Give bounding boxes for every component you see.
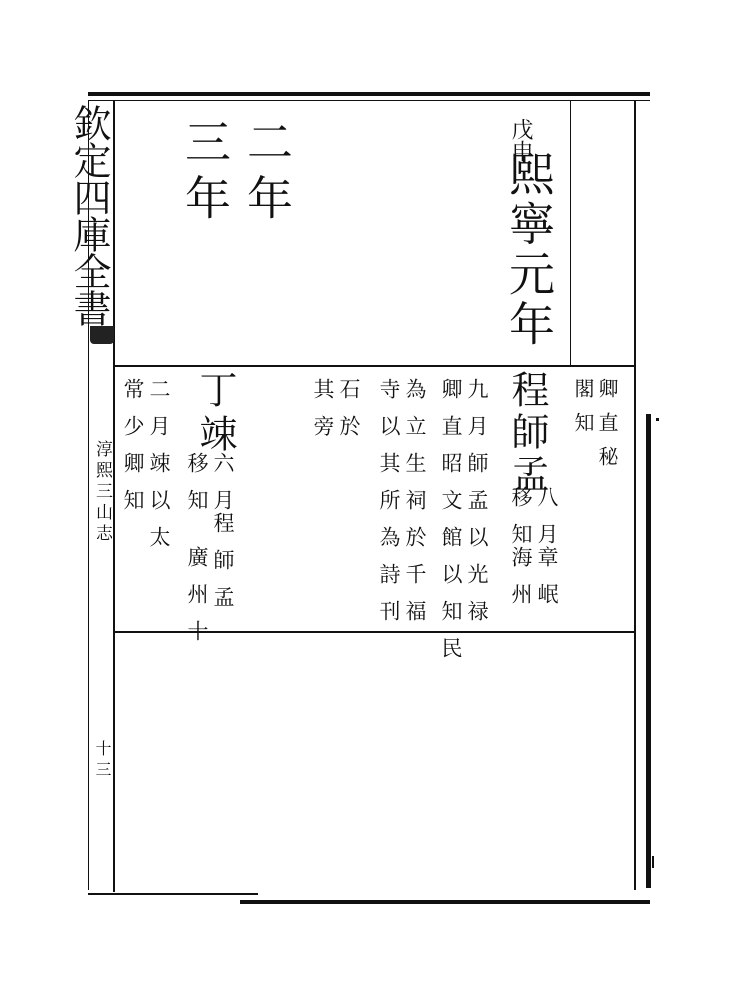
edge-mark bbox=[652, 856, 654, 868]
year-two: 二年 bbox=[240, 118, 294, 230]
entry2-note-a: 六月 bbox=[211, 452, 235, 526]
entry1-note-c: 章岷 bbox=[535, 546, 559, 620]
entry1-line-2: 卿直昭文館以知民 bbox=[439, 378, 463, 674]
top-border bbox=[88, 92, 650, 96]
entry1-note-b: 移知 bbox=[509, 486, 533, 560]
row-divider-1 bbox=[114, 365, 635, 367]
right-border bbox=[634, 100, 636, 890]
right-border-thick bbox=[646, 414, 651, 888]
entry1-note-d: 海州 bbox=[509, 546, 533, 620]
spine-page-number: 十三 bbox=[93, 740, 112, 782]
entry2-line-1: 二月竦以太 bbox=[147, 378, 171, 563]
spine-book-title: 淳熙三山志 bbox=[92, 440, 112, 545]
entry2-note-d: 廣州十 bbox=[185, 546, 209, 657]
year-three: 三年 bbox=[178, 118, 232, 230]
entry2-name: 丁竦 bbox=[193, 370, 237, 458]
entry1-line-6: 其旁 bbox=[311, 378, 335, 452]
edge-mark bbox=[656, 418, 659, 421]
entry2-note-c: 程師孟 bbox=[211, 512, 235, 623]
right-col-bottom: 閣知 bbox=[571, 378, 595, 446]
entry2-note-b: 移知 bbox=[185, 452, 209, 526]
left-border bbox=[113, 100, 115, 892]
vertical-divider bbox=[570, 100, 571, 366]
bottom-border-left bbox=[88, 893, 258, 895]
entry1-line-1: 九月師孟以光禄 bbox=[465, 378, 489, 637]
entry1-line-5: 石於 bbox=[337, 378, 361, 452]
entry1-note-a: 八月 bbox=[535, 486, 559, 560]
era-ganzhi: 戊申 bbox=[508, 118, 533, 162]
entry1-name: 程師孟 bbox=[505, 370, 549, 496]
entry1-line-4: 寺以其所為詩刊 bbox=[377, 378, 401, 637]
era-name: 熙寧元年 bbox=[502, 150, 556, 350]
spine-fishtail bbox=[90, 326, 114, 344]
entry2-line-2: 常少卿知 bbox=[121, 378, 145, 526]
bottom-border bbox=[240, 900, 650, 904]
top-border-inner bbox=[88, 100, 650, 101]
right-col-top: 卿直秘 bbox=[595, 378, 619, 480]
entry1-line-3: 為立生祠於千福 bbox=[403, 378, 427, 637]
spine-title: 欽定四庫全書 bbox=[67, 104, 111, 326]
